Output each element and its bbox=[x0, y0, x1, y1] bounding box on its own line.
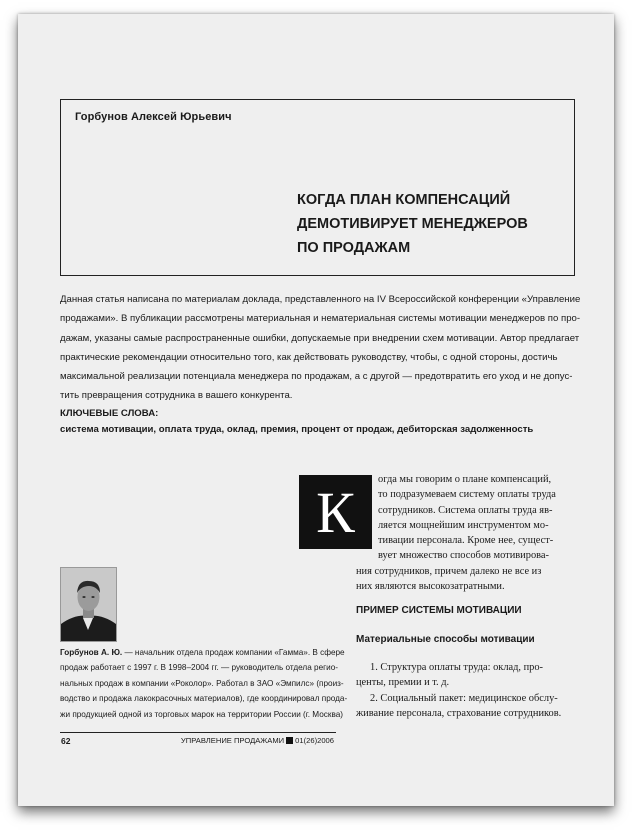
journal-name: УПРАВЛЕНИЕ ПРОДАЖАМИ bbox=[180, 736, 285, 745]
section-heading: ПРИМЕР СИСТЕМЫ МОТИВАЦИИ bbox=[356, 605, 522, 616]
bio-line: нальных продаж в компании «Роколор». Работал в ЗАО «Эмпилс» (произ- bbox=[60, 678, 344, 688]
abstract bbox=[60, 290, 581, 406]
bio-line: жи продукцией одной из торговых марок на территории России (г. Москва) bbox=[60, 709, 343, 719]
square-bullet-icon bbox=[286, 737, 293, 744]
footer-rule bbox=[60, 732, 336, 733]
author-photo bbox=[60, 567, 117, 642]
bio-line-rest: — начальник отдела продаж компании «Гамма». В сфере bbox=[122, 648, 345, 657]
intro-line: ляется мощнейшим инструментом мо- bbox=[378, 519, 549, 531]
title-line: ДЕМОТИВИРУЕТ МЕНЕДЖЕРОВ bbox=[297, 216, 528, 232]
abstract-line: дажам, указаны самые распространенные ошибки, допускаемые при внедрении схем мотивации. Автор предлагает bbox=[60, 332, 580, 344]
intro-line: то подразумеваем систему оплаты труда bbox=[378, 489, 556, 501]
bio-line: продаж работает с 1997 г. В 1998–2004 гг. — руководитель отдела регио- bbox=[60, 663, 338, 673]
intro-line: сотрудников. Система оплаты труда яв- bbox=[378, 504, 553, 516]
intro-line: тивации персонала. Кроме нее, сущест- bbox=[378, 535, 554, 547]
bio-line: водство и продажа лакокрасочных материалов), где координировал прода- bbox=[60, 694, 348, 704]
keywords-list: система мотивации, оплата труда, оклад, премия, процент от продаж, дебиторская задолженность bbox=[60, 424, 534, 435]
subsection-heading: Материальные способы мотивации bbox=[356, 634, 535, 645]
article-header-box bbox=[60, 99, 575, 276]
bio-name: Горбунов А. Ю. bbox=[60, 648, 123, 657]
drop-cap: К bbox=[299, 475, 372, 549]
journal-issue: 01(26)2006 bbox=[295, 736, 334, 745]
abstract-line: Данная статья написана по материалам доклада, представленного на IV Всероссийской конференции «Управление bbox=[60, 294, 581, 305]
abstract-line: практические рекомендации относительно того, как действовать руководству, чтобы, с одной стороны, достичь bbox=[60, 351, 558, 363]
intro-paragraph bbox=[356, 472, 574, 594]
document-page bbox=[18, 14, 614, 806]
keywords-title: КЛЮЧЕВЫЕ СЛОВА: bbox=[60, 408, 159, 419]
bio-line bbox=[60, 645, 345, 660]
intro-line: них являются высокозатратными. bbox=[356, 581, 505, 593]
abstract-line: тить превращения сотрудника в вашего конкурента. bbox=[60, 390, 293, 402]
body-line: центы, премии и т. д. bbox=[356, 677, 450, 689]
body-line: живание персонала, страхование сотрудников. bbox=[356, 707, 562, 719]
title-line: КОГДА ПЛАН КОМПЕНСАЦИЙ bbox=[297, 192, 511, 208]
abstract-line: максимальной реализации потенциала менеджера по продажам, а с другой — предотвратить его уход и не допус- bbox=[60, 371, 573, 383]
title-line: ПО ПРОДАЖАМ bbox=[297, 240, 411, 256]
author-name: Горбунов Алексей Юрьевич bbox=[75, 111, 232, 123]
author-bio bbox=[60, 645, 348, 722]
body-paragraph bbox=[356, 660, 574, 721]
abstract-line: продажами». В публикации рассмотрены материальная и нематериальная системы мотивации менеджеров по про- bbox=[60, 313, 581, 325]
intro-line: ния сотрудников, причем далеко не все из bbox=[356, 565, 542, 577]
body-line: 2. Социальный пакет: медицинское обслу- bbox=[370, 692, 558, 704]
page-number: 62 bbox=[61, 736, 71, 746]
intro-line: вует множество способов мотивирова- bbox=[378, 550, 549, 562]
article-title bbox=[297, 188, 547, 260]
intro-line: огда мы говорим о плане компенсаций, bbox=[378, 474, 552, 485]
body-line: 1. Структура оплаты труда: оклад, про- bbox=[370, 662, 544, 673]
author-portrait-icon bbox=[61, 568, 116, 641]
journal-footer bbox=[181, 736, 334, 745]
